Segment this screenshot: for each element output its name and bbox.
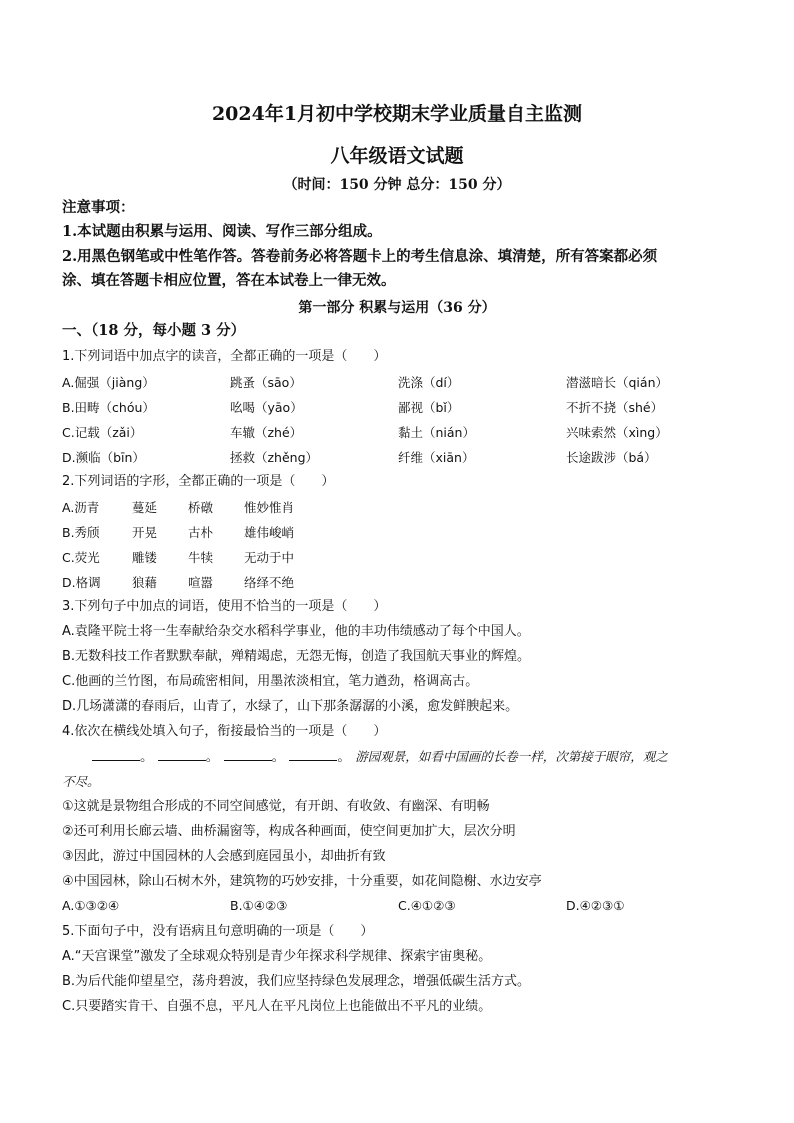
q4-passage-tail: 游园观景，如看中国画的长卷一样，次第接于眼帘，观之 [355,749,668,764]
q2-d-3: 喧嚣 [188,575,214,590]
q3-option-d: D.几场潇潇的春雨后，山青了，水绿了，山下那条潺潺的小溪，愈发鲜腴起来。 [62,699,519,714]
q4-choice-d: D.④②③① [566,898,625,913]
notes-item-2-line-2: 涂、填在答题卡相应位置，答在本试卷上一律无效。 [62,272,396,289]
q1-d-4: 长途跋涉（bá） [566,450,657,465]
q1-a-2: 跳蚤（sāo） [230,375,302,390]
q4-blank-2 [158,748,206,761]
q2-c-4: 无动于中 [244,550,295,565]
section-1-heading: 一、（18 分，每小题 3 分） [62,322,246,339]
notes-heading: 注意事项： [62,199,135,216]
q4-sentence-1: ①这就是景物组合形成的不同空间感觉，有开朗、有收敛、有幽深、有明畅 [62,799,490,814]
q3-stem: 3.下列句子中加点的词语，使用不恰当的一项是（ ） [62,599,387,614]
q1-c-3: 黏土（nián） [398,425,475,440]
q4-choice-b: B.①④②③ [230,898,288,913]
exam-info: （时间：150 分钟 总分：150 分） [283,177,511,193]
q1-c-4: 兴味索然（xìng） [566,425,668,440]
q1-b-1: B.田畴（chóu） [62,400,155,415]
q2-a-3: 桥礅 [188,500,214,515]
q2-stem: 2.下列词语的字形，全都正确的一项是（ ） [62,474,335,489]
q4-choice-a: A.①③②④ [62,898,120,913]
q3-option-a: A.袁隆平院士将一生奉献给杂交水稻科学事业，他的丰功伟绩感动了每个中国人。 [62,624,530,639]
q5-stem: 5.下面句子中，没有语病且句意明确的一项是（ ） [62,924,374,939]
q4-choice-c: C.④①②③ [398,898,456,913]
notes-item-1: 1.本试题由积累与运用、阅读、写作三部分组成。 [62,223,382,240]
q4-passage: 。 。 。 。 游园观景，如看中国画的长卷一样，次第接于眼帘，观之 [92,748,668,766]
notes-item-2-line-1: 2.用黑色钢笔或中性笔作答。答卷前务必将答题卡上的考生信息涂、填清楚，所有答案都必须 [62,248,658,265]
q1-d-3: 纤维（xiān） [398,450,475,465]
q2-d-1: D.格调 [62,575,101,590]
exam-title: 2024年1月初中学校期末学业质量自主监测 [211,103,583,125]
q4-sentence-2: ②还可利用长廊云墙、曲桥漏窗等，构成各种画面，使空间更加扩大，层次分明 [62,824,516,839]
q1-c-2: 车辙（zhé） [230,425,303,440]
q4-blank-1 [92,748,140,761]
q1-a-4: 潜滋暗长（qián） [566,375,668,390]
q1-stem: 1.下列词语中加点字的读音，全都正确的一项是（ ） [62,349,387,364]
part1-title: 第一部分 积累与运用（36 分） [298,300,496,316]
q4-blank-3 [224,748,272,761]
q2-b-1: B.秀颀 [62,525,100,540]
q1-b-4: 不折不挠（shé） [566,400,664,415]
q2-c-1: C.荧光 [62,550,100,565]
q1-a-1: A.倔强（jiàng） [62,375,155,390]
q1-c-1: C.记载（zǎi） [62,425,143,440]
q2-d-4: 络绎不绝 [244,575,295,590]
q2-c-3: 牛犊 [188,550,214,565]
exam-subtitle: 八年级语文试题 [330,145,464,167]
q2-d-2: 狼藉 [132,575,158,590]
q4-stem: 4.依次在横线处填入句子，衔接最恰当的一项是（ ） [62,724,387,739]
q1-b-2: 吆喝（yāo） [230,400,303,415]
q2-c-2: 雕镂 [132,550,158,565]
q5-option-c: C.只要踏实肯干、自强不息，平凡人在平凡岗位上也能做出不平凡的业绩。 [62,999,492,1014]
q5-option-a: A.“天宫课堂”激发了全球观众特别是青少年探求科学规律、探索宇宙奥秘。 [62,949,492,964]
q5-option-b: B.为后代能仰望星空，荡舟碧波，我们应坚持绿色发展理念，增强低碳生活方式。 [62,974,531,989]
q3-option-c: C.他画的兰竹图，布局疏密相间，用墨浓淡相宜，笔力遒劲，格调高古。 [62,674,479,689]
q3-option-b: B.无数科技工作者默默奉献，殚精竭虑，无怨无悔，创造了我国航天事业的辉煌。 [62,649,531,664]
q1-b-3: 鄙视（bǐ） [398,400,460,415]
q2-a-1: A.沥青 [62,500,100,515]
q2-b-4: 雄伟峻峭 [244,525,295,540]
q4-sentence-4: ④中国园林，除山石树木外，建筑物的巧妙安排，十分重要，如花间隐榭、水边安亭 [62,874,542,889]
q2-b-2: 开晃 [132,525,158,540]
q1-d-2: 拯救（zhěng） [230,450,319,465]
q4-blank-4 [289,748,337,761]
q1-a-3: 洗涤（dí） [398,375,460,390]
q2-a-4: 惟妙惟肖 [244,500,295,515]
q2-a-2: 蔓延 [132,500,158,515]
q4-passage-end: 不尽。 [62,774,100,789]
q1-d-1: D.濒临（bīn） [62,450,145,465]
q2-b-3: 古朴 [188,525,214,540]
q4-sentence-3: ③因此，游过中国园林的人会感到庭园虽小，却曲折有致 [62,849,386,864]
